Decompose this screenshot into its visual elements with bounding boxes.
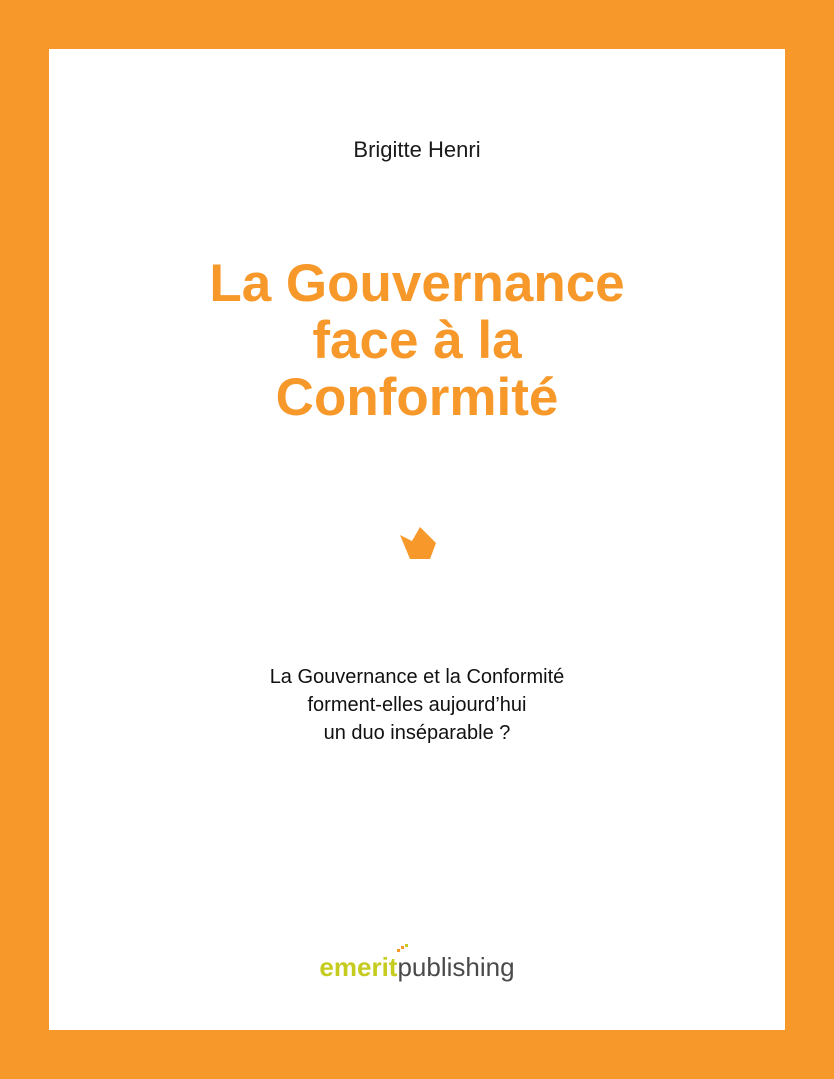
cover-page (49, 49, 785, 1030)
author-name: Brigitte Henri (353, 137, 481, 162)
subtitle-line-2: forment-elles aujourd’hui (307, 694, 527, 716)
publisher-logo (49, 951, 785, 983)
subtitle-line-3: un duo inséparable ? (323, 722, 511, 744)
subtitle-line-1: La Gouvernance et la Conformité (269, 666, 565, 688)
title-line-1: La Gouvernance (209, 254, 625, 313)
publisher-name-part1: emerit (319, 952, 398, 982)
book-subtitle (49, 663, 785, 747)
book-title (49, 255, 785, 426)
title-line-3: Conformité (275, 368, 559, 427)
publisher-dots-icon (396, 943, 410, 955)
leaf-ornament-icon (400, 523, 438, 561)
title-line-2: face à la (312, 311, 522, 370)
publisher-name-part2: publishing (397, 952, 515, 982)
